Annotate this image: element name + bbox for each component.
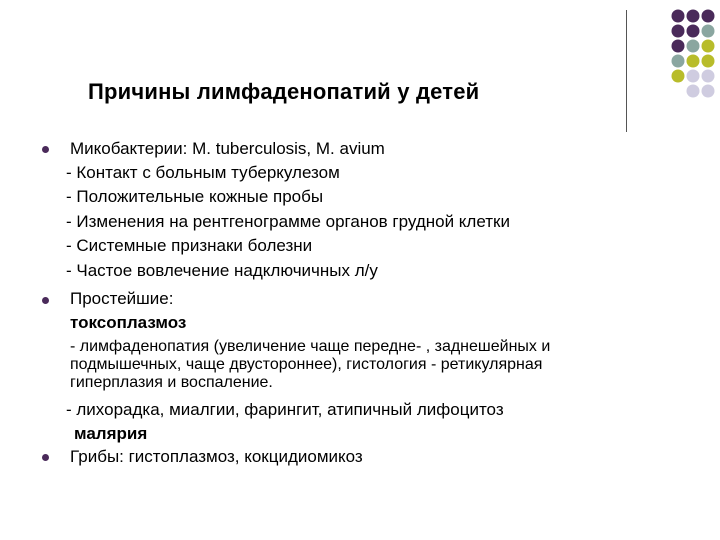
decorative-dot [702,25,715,38]
decorative-dot [702,70,715,83]
decorative-dot [702,10,715,23]
text-line: токсоплазмоз [70,313,187,332]
text-line: - Контакт с больным туберкулезом [66,163,340,182]
decorative-dot [687,85,700,98]
decorative-dot [672,40,685,53]
text-line: - Частое вовлечение надключичных л/у [66,261,378,280]
decorative-dot [672,70,685,83]
decorative-dot [702,85,715,98]
bullet-3 [42,454,49,461]
text-line: - Изменения на рентгенограмме органов грудной клетки [66,212,510,231]
decorative-dot-grid [620,0,720,140]
text-line: подмышечных, чаще двустороннее), гистология - ретикулярная [70,356,543,373]
decorative-dot [687,55,700,68]
text-line: - лихорадка, миалгии, фарингит, атипичный лифоцитоз [66,400,504,419]
decorative-dot [702,40,715,53]
decorative-dot [687,70,700,83]
divider-line [626,10,627,132]
text-line: Грибы: гистоплазмоз, кокцидиомикоз [70,447,363,466]
decorative-dot [702,55,715,68]
text-line: малярия [74,424,148,443]
bullet-2 [42,297,49,304]
text-line: Простейшие: [70,289,174,308]
decorative-dot [672,55,685,68]
bullet-1 [42,146,49,153]
text-line: гиперплазия и воспаление. [70,374,273,391]
text-line: - Системные признаки болезни [66,236,313,255]
decorative-dot [672,10,685,23]
text-line: - Положительные кожные пробы [66,187,324,206]
decorative-dot [687,10,700,23]
text-line: Микобактерии: M. tuberculosis, M. avium [70,139,385,158]
decorative-dot [687,40,700,53]
decorative-dot [672,25,685,38]
slide-title: Причины лимфаденопатий у детей [88,79,480,104]
text-line: - лимфаденопатия (увеличение чаще передне- , заднешейных и [70,338,551,355]
decorative-dot [687,25,700,38]
